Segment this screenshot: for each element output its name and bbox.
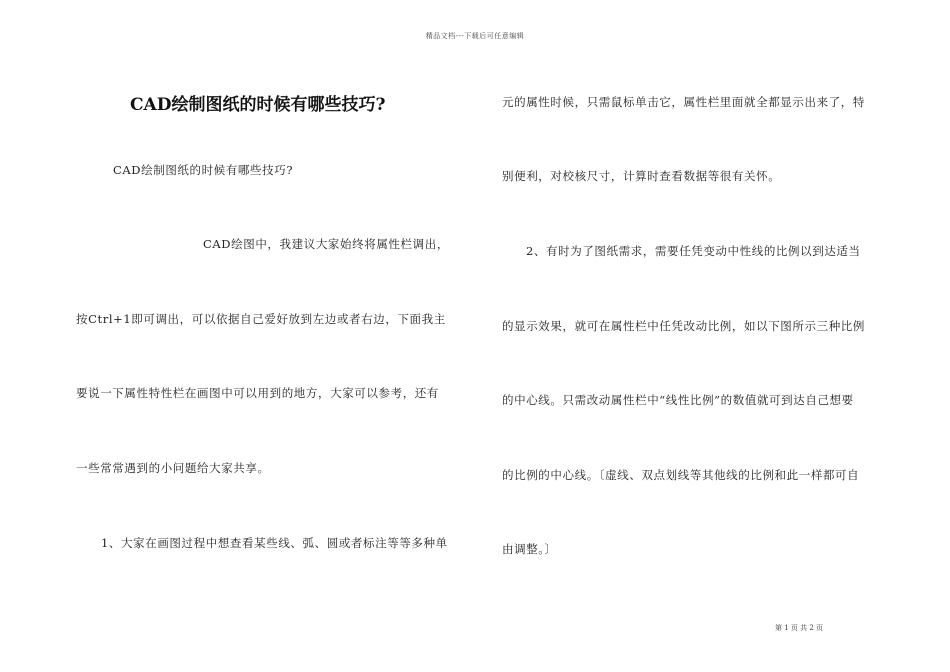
paragraph-line: 别便利，对校核尺寸，计算时查看数据等很有关怀。 [502, 169, 781, 183]
paragraph-line: 的比例的中心线。〔虚线、双点划线等其他线的比例和此一样都可自 [502, 468, 860, 482]
document-title: CAD绘制图纸的时候有哪些技巧? [130, 95, 386, 115]
paragraph-line: 元的属性时候，只需鼠标单击它，属性栏里面就全都显示出来了，特 [502, 95, 865, 109]
page-number: 第 1 页 共 2 页 [775, 624, 824, 632]
paragraph-line: 按Ctrl+1即可调出，可以依据自己爱好放到左边或者右边，下面我主 [76, 312, 446, 326]
paragraph-line: CAD绘制图纸的时候有哪些技巧? [113, 163, 294, 177]
paragraph-line: 2、有时为了图纸需求，需要任凭变动中性线的比例以到达适当 [526, 244, 861, 258]
paragraph-line: 的中心线。只需改动属性栏中“线性比例”的数值就可到达自己想要 [502, 393, 854, 407]
paragraph-line: CAD绘图中，我建议大家始终将属性栏调出， [203, 237, 449, 251]
paragraph-line: 1、大家在画图过程中想查看某些线、弧、圆或者标注等等多种单 [101, 536, 448, 550]
paragraph-line: 要说一下属性特性栏在画图中可以用到的地方，大家可以参考，还有 [76, 386, 439, 400]
paragraph-line: 的显示效果，就可在属性栏中任凭改动比例，如以下图所示三种比例 [502, 319, 865, 333]
paragraph-line: 由调整。〕 [502, 542, 557, 556]
paragraph-line: 一些常常遇到的小问题给大家共享。 [76, 461, 270, 475]
header-note: 精品文档---下载后可任意编辑 [425, 32, 525, 40]
